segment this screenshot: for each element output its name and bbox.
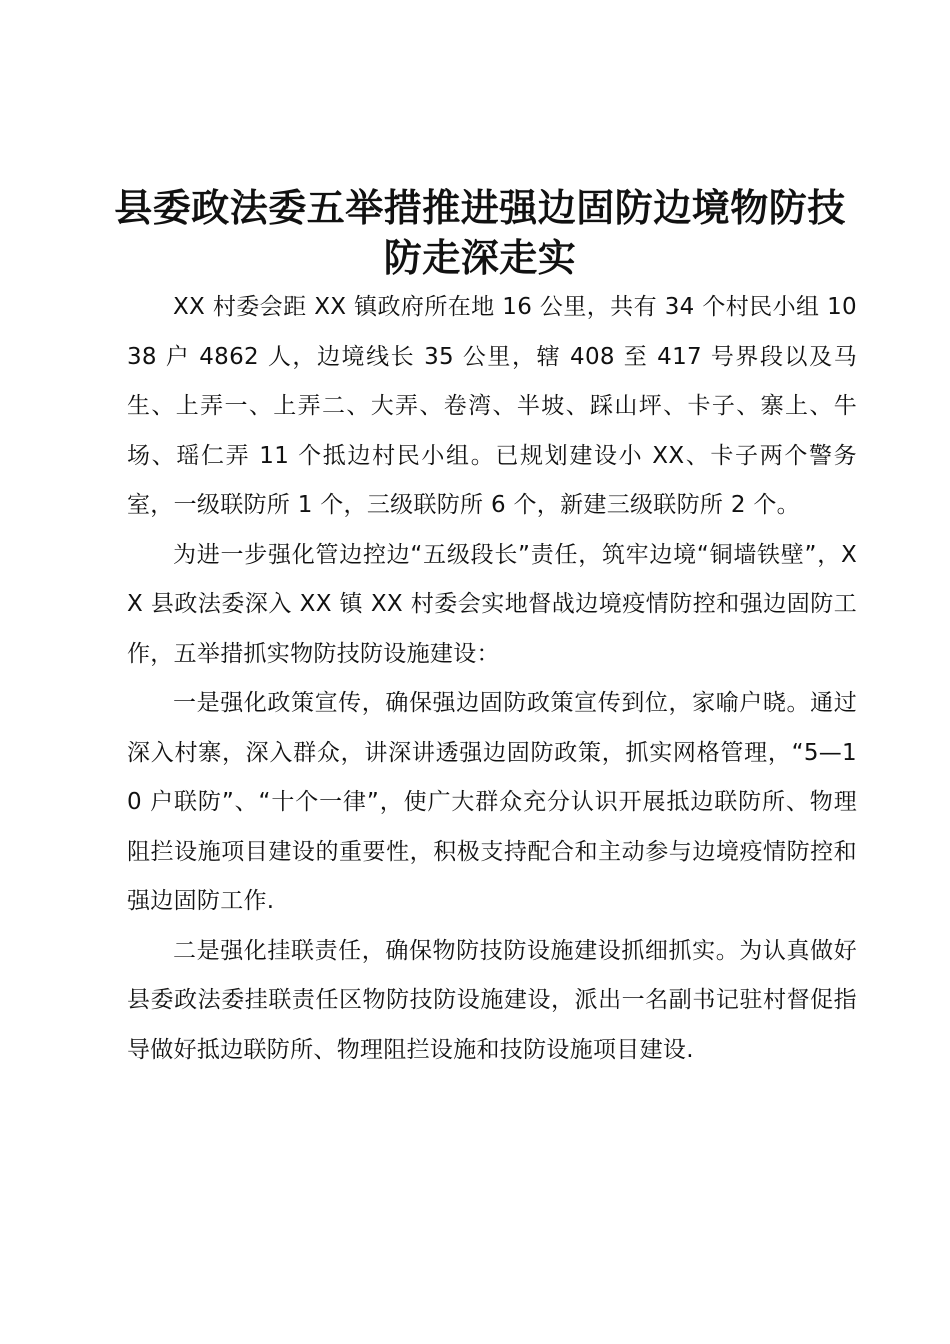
paragraph-background: 为进一步强化管边控边“五级段长”责任，筑牢边境“铜墙铁壁”，XX 县政法委深入 XX 镇 XX 村委会实地督战边境疫情防控和强边固防工作，五举措抓实物防技防设施建设： — [127, 541, 857, 667]
paragraph-measure-two: 二是强化挂联责任，确保物防技防设施建设抓细抓实。为认真做好县委政法委挂联责任区物防技防设施建设，派出一名副书记驻村督促指导做好抵边联防所、物理阻拦设施和技防设施项目建设. — [127, 937, 857, 1063]
paragraph-measure-one: 一是强化政策宣传，确保强边固防政策宣传到位，家喻户晓。通过深入村寨，深入群众，讲深讲透强边固防政策，抓实网格管理，“5—10 户联防”、“十个一律”，使广大群众充分认识开展抵边联防所、物理阻拦设施项目建设的重要性，积极支持配合和主动参与边境疫情防控和强边固防工作. — [127, 690, 857, 914]
paragraph-intro: XX 村委会距 XX 镇政府所在地 16 公里，共有 34 个村民小组 1038 户 4862 人，边境线长 35 公里，辖 408 至 417 号界段以及马生、上弄一、上弄二、大弄、卷湾、半坡、踩山坪、卡子、寨上、牛场、瑶仁弄 11 个抵边村民小组。已规划建设小 XX、卡子两个警务室，一级联防所 1 个，三级联防所 6 个，新建三级联防所 2 个。 — [127, 294, 857, 518]
document-body — [127, 283, 857, 1075]
document-title: 县委政法委五举措推进强边固防边境物防技防走深走实 — [114, 185, 846, 280]
